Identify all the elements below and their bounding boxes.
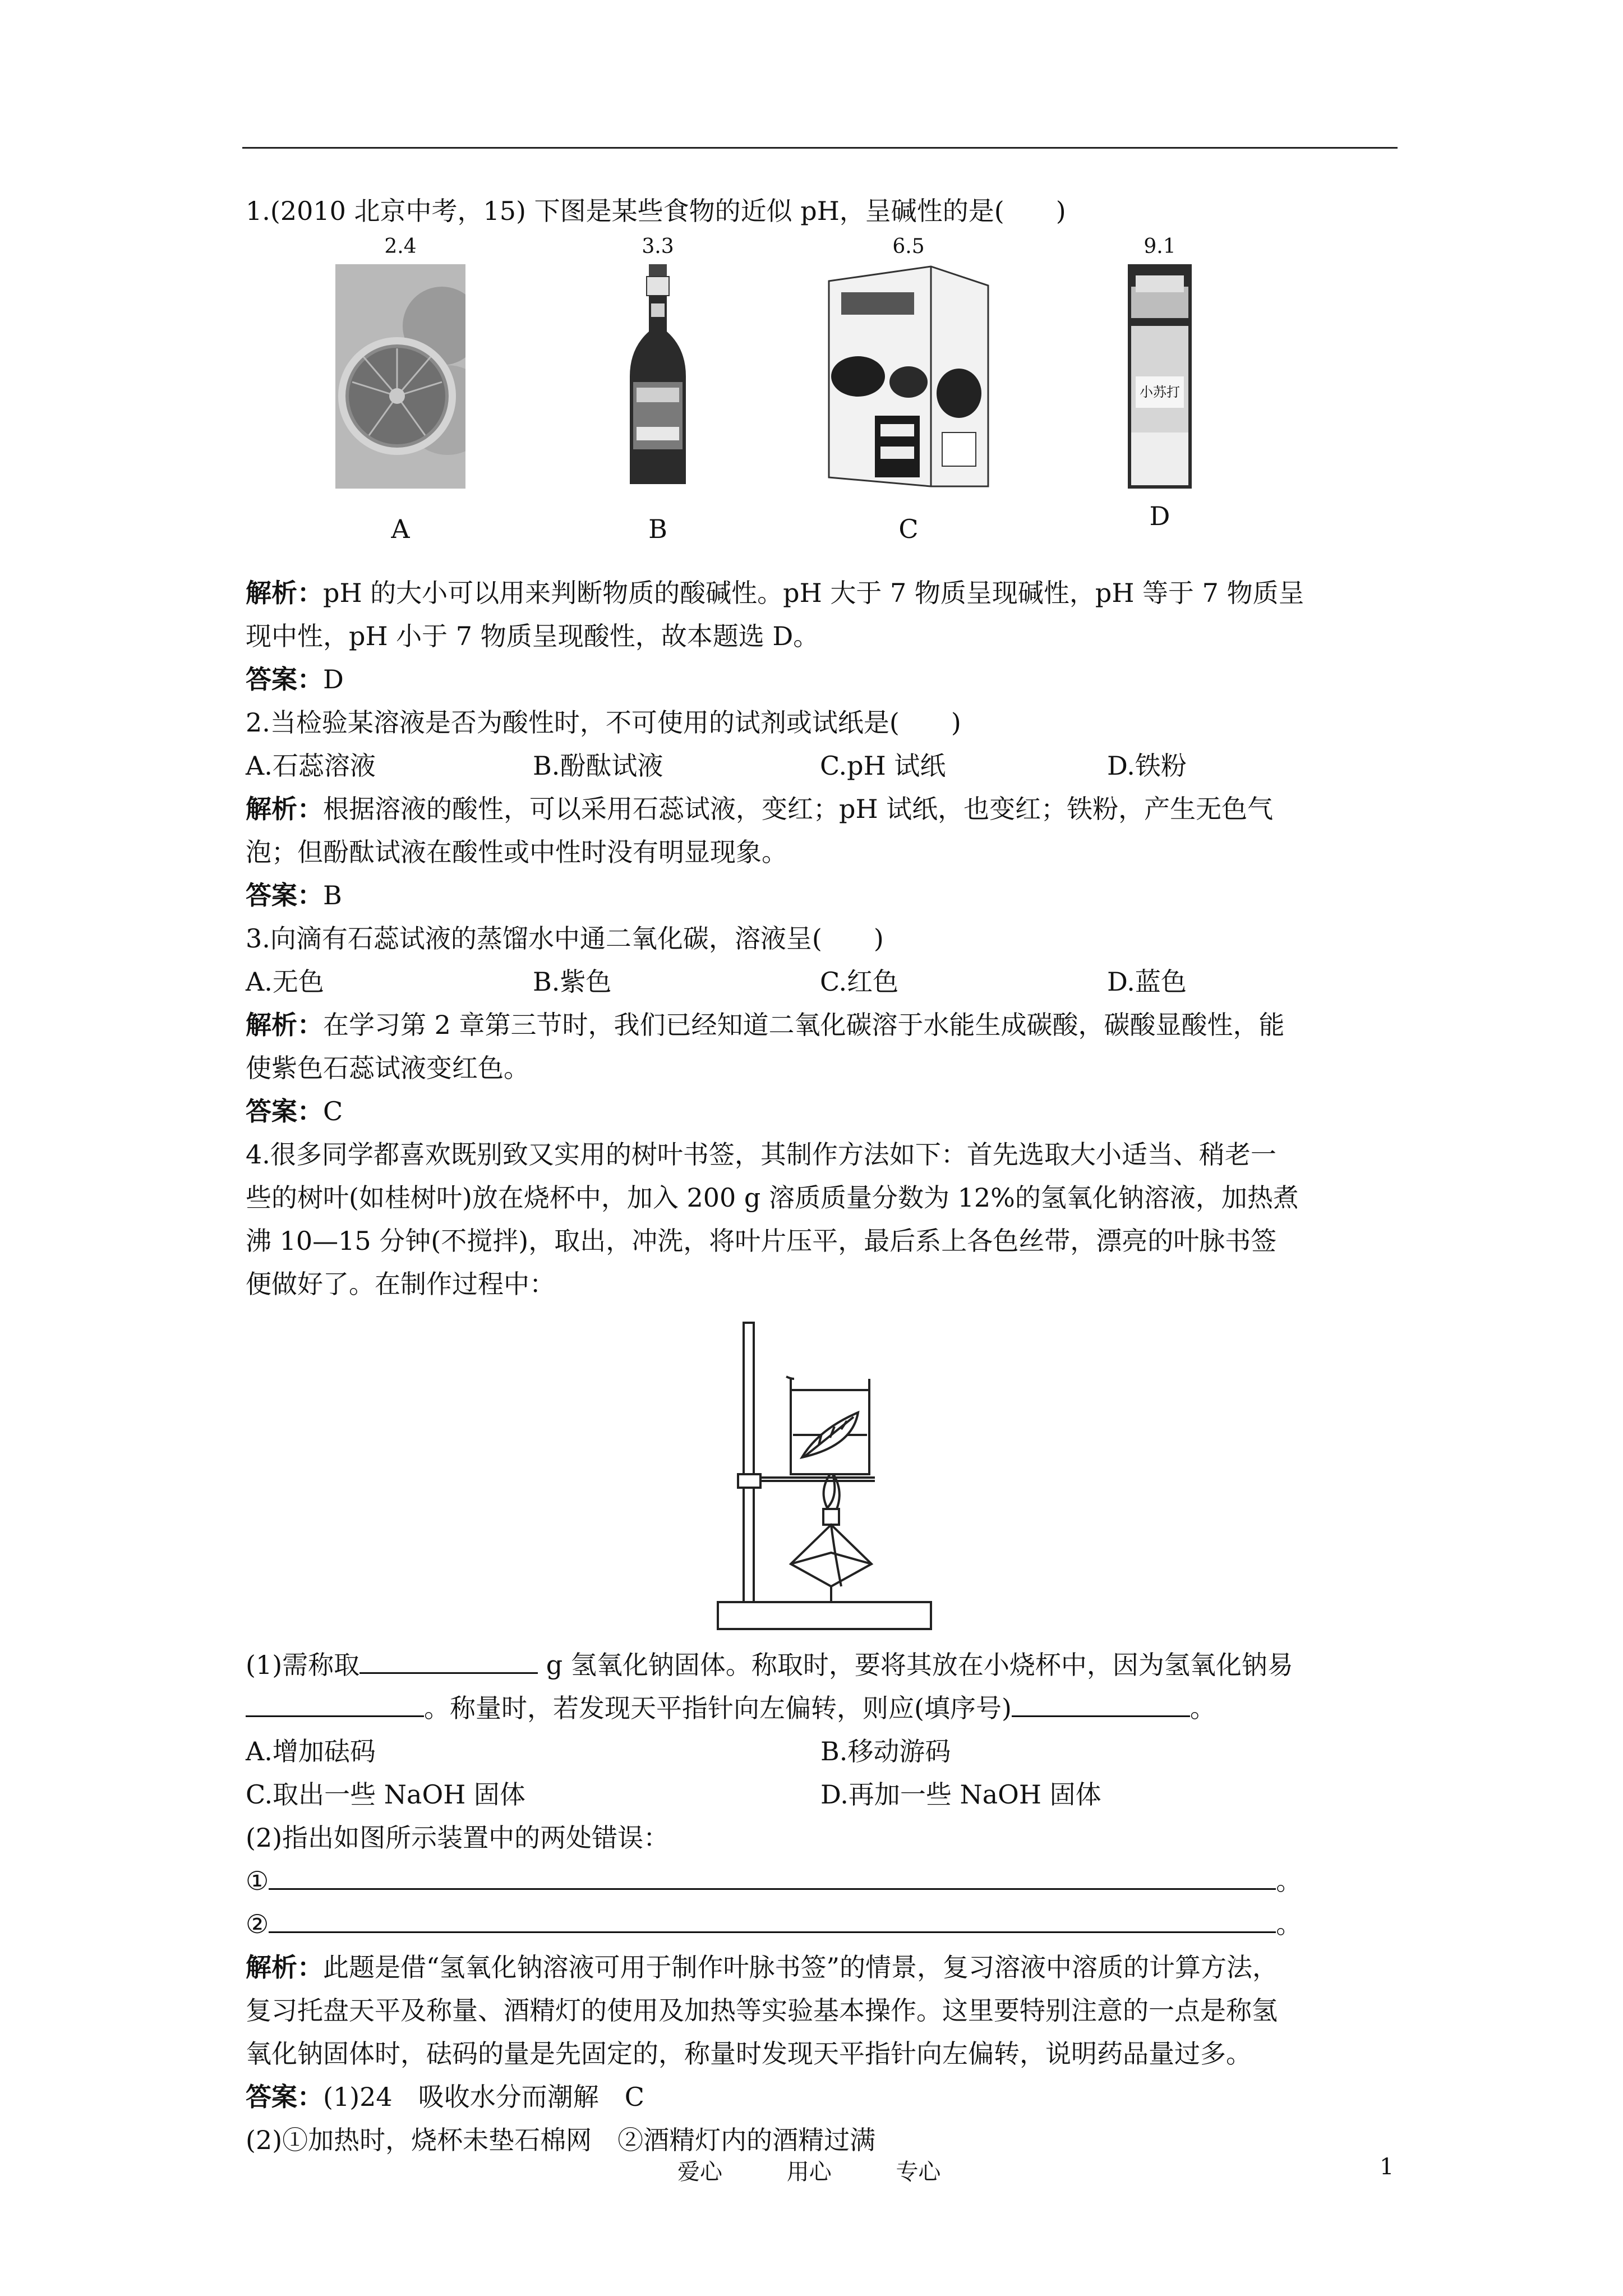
motto-word-2: 用心 [786,2159,832,2185]
option-blank[interactable] [1012,1690,1190,1717]
food-ph-d: 9.1 [1144,235,1176,258]
q4-answer-line-1 [246,2076,1395,2119]
heating-apparatus-icon [707,1306,942,1642]
q4-part1-line-2 [246,1687,1395,1730]
q1-analysis-line-2: 现中性，pH 小于 7 物质呈现酸性，故本题选 D。 [246,621,819,651]
q2-option-b: B.酚酞试液 [533,751,663,781]
q2-stem: 2.当检验某溶液是否为酸性时，不可使用的试剂或试纸是( ) [246,707,961,738]
reason-blank[interactable] [246,1690,424,1717]
q4-option-c: C.取出一些 NaOH 固体 [246,1779,525,1810]
q4-option-a: A.增加砝码 [246,1736,376,1766]
q2-analysis-line-1 [246,788,1395,831]
q4-part1-question: 。称量时，若发现天平指针向左偏转，则应(填序号) [424,1693,1012,1723]
error-2-marker: ② [246,1909,269,1939]
q4-part1-period: 。 [1189,1693,1216,1723]
grapefruit-photo-icon [335,264,465,489]
header-rule [242,147,1398,149]
mass-blank[interactable] [359,1646,538,1674]
q3-analysis-line-2: 使紫色石蕊试液变红色。 [246,1053,529,1083]
milk-carton-photo-icon [824,264,993,489]
food-label-a: A [391,514,410,544]
baking-soda-jar-photo-icon [1128,264,1192,489]
q4-answer-line-2: (2)①加热时，烧杯未垫石棉网 ②酒精灯内的酒精过满 [246,2125,876,2155]
food-item-a [316,233,485,546]
q4-part1-middle: g 氢氧化钠固体。称取时，要将其放在小烧杯中，因为氢氧化钠易 [538,1650,1293,1680]
analysis-label: 解析： [246,1952,323,1982]
error-2-blank[interactable] [269,1906,1276,1933]
q3-analysis-line-1 [246,1004,1395,1047]
q3-options [246,960,1395,1004]
q4-stem-line-4: 便做好了。在制作过程中： [246,1269,555,1299]
food-item-d [1076,233,1244,533]
motto-word-3: 专心 [896,2159,941,2185]
answer-value: C [323,1096,343,1126]
analysis-label: 解析： [246,1010,323,1040]
q4-part1-prefix: (1)需称取 [246,1650,360,1680]
q4-part1-line-1 [246,1644,1395,1687]
q4-options-row-1 [246,1730,1395,1773]
q4-error-1-line [246,1860,1395,1903]
answer-label: 答案： [246,2082,323,2112]
q4-stem-line-3: 沸 10—15 分钟(不搅拌)，取出，冲洗，将叶片压平，最后系上各色丝带，漂亮的叶脉书签 [246,1226,1277,1256]
footer-motto [677,2154,975,2186]
food-ph-c: 6.5 [892,235,925,258]
answer-label: 答案： [246,880,323,910]
analysis-text: 在学习第 2 章第三节时，我们已经知道二氧化碳溶于水能生成碳酸，碳酸显酸性，能 [323,1010,1285,1040]
q1-stem: 1.(2010 北京中考，15) 下图是某些食物的近似 pH，呈碱性的是( ) [246,196,1066,226]
q2-answer [246,874,1395,917]
q4-options-row-2 [246,1773,1395,1816]
food-item-b [574,233,742,546]
error-1-period: 。 [1276,1866,1302,1896]
error-2-period: 。 [1276,1909,1302,1939]
q2-options [246,744,1395,788]
q2-analysis-line-2: 泡；但酚酞试液在酸性或中性时没有明显现象。 [246,837,787,867]
q3-option-a: A.无色 [246,967,324,997]
q4-error-2-line [246,1903,1395,1946]
jar-label-text: 小苏打 [1140,384,1180,400]
q2-option-c: C.pH 试纸 [820,751,946,781]
q3-stem: 3.向滴有石蕊试液的蒸馏水中通二氧化碳，溶液呈( ) [246,923,884,954]
q4-analysis-line-2: 复习托盘天平及称量、酒精灯的使用及加热等实验基本操作。这里要特别注意的一点是称氢 [246,1995,1278,2026]
answer-value: D [323,664,344,694]
q2-option-d: D.铁粉 [1107,751,1187,781]
q4-stem-line-2: 些的树叶(如桂树叶)放在烧杯中，加入 200 g 溶质质量分数为 12%的氢氧化钠溶液，加热煮 [246,1182,1299,1213]
q3-option-c: C.红色 [820,967,899,997]
q3-option-d: D.蓝色 [1107,967,1187,997]
food-ph-b: 3.3 [642,235,674,258]
analysis-label: 解析： [246,794,323,824]
page-content [246,190,1395,2162]
q4-option-b: B.移动游码 [820,1736,951,1766]
food-item-c [824,233,993,546]
q2-option-a: A.石蕊溶液 [246,751,376,781]
q1-food-figure [246,233,1395,572]
q1-analysis-line-1 [246,572,1395,615]
analysis-text: 根据溶液的酸性，可以采用石蕊试液，变红；pH 试纸，也变红；铁粉，产生无色气 [323,794,1274,824]
food-ph-a: 2.4 [384,235,417,258]
answer-value: (1)24 吸收水分而潮解 C [323,2082,644,2112]
vinegar-bottle-photo-icon [624,264,691,489]
error-1-marker: ① [246,1866,269,1896]
q4-option-d: D.再加一些 NaOH 固体 [820,1779,1101,1810]
food-label-c: C [898,514,919,544]
analysis-text: pH 的大小可以用来判断物质的酸碱性。pH 大于 7 物质呈现碱性，pH 等于 7 物质呈 [323,578,1304,608]
food-label-b: B [648,514,667,544]
q4-analysis-line-1 [246,1946,1395,1989]
error-1-blank[interactable] [269,1862,1276,1890]
answer-label: 答案： [246,1096,323,1126]
q4-part2-stem: (2)指出如图所示装置中的两处错误： [246,1823,670,1853]
food-label-d: D [1149,501,1170,531]
q4-apparatus-figure [246,1306,1395,1644]
q3-answer [246,1090,1395,1133]
analysis-text: 此题是借“氢氧化钠溶液可用于制作叶脉书签”的情景，复习溶液中溶质的计算方法， [323,1952,1279,1982]
q3-option-b: B.紫色 [533,967,612,997]
motto-word-1: 爱心 [677,2159,722,2185]
q1-answer [246,658,1395,701]
answer-value: B [323,880,342,910]
page-number: 1 [1380,2154,1394,2180]
q4-analysis-line-3: 氧化钠固体时，砝码的量是先固定的，称量时发现天平指针向左偏转，说明药品量过多。 [246,2039,1252,2069]
answer-label: 答案： [246,664,323,694]
analysis-label: 解析： [246,578,323,608]
q4-stem-line-1: 4.很多同学都喜欢既别致又实用的树叶书签，其制作方法如下：首先选取大小适当、稍老一 [246,1139,1276,1170]
